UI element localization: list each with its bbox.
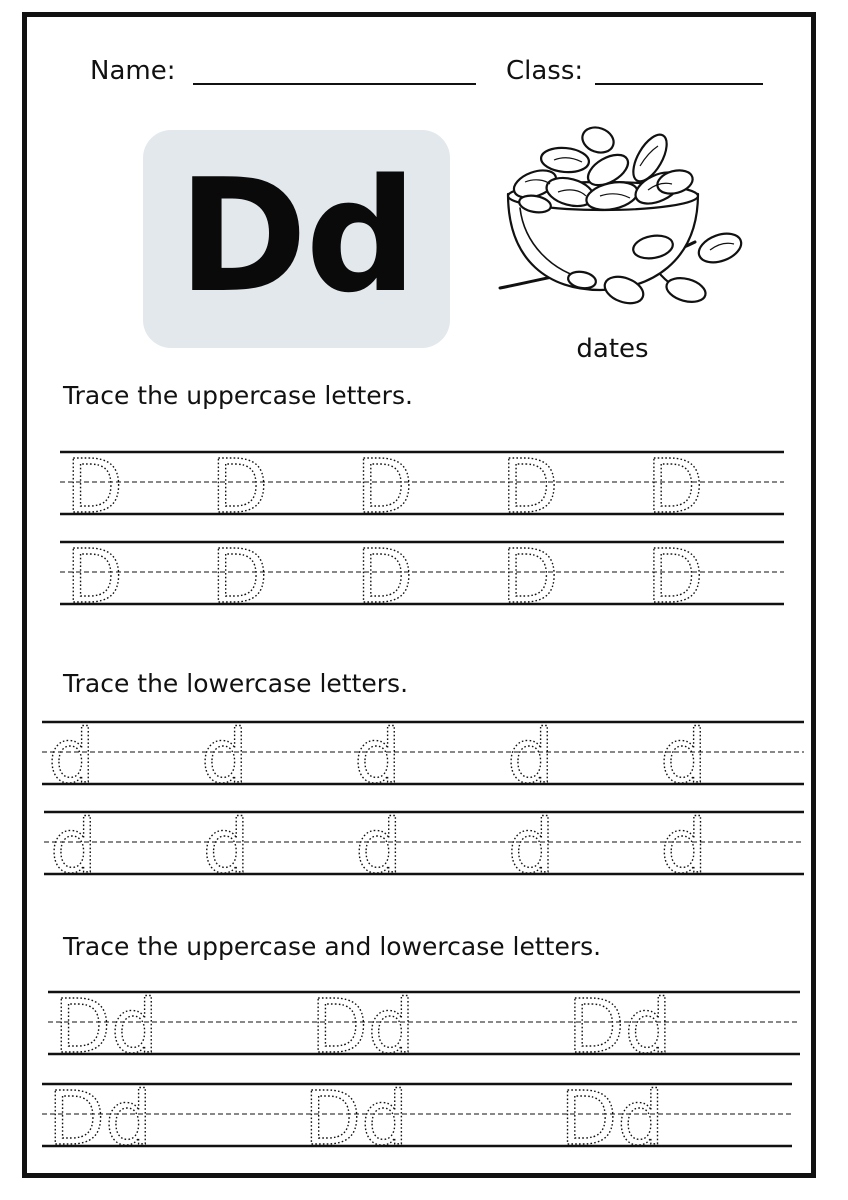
trace-glyph: d [200, 718, 248, 790]
name-write-line[interactable] [193, 83, 476, 85]
trace-lines [48, 988, 800, 1060]
trace-glyph: D [66, 448, 123, 520]
trace-glyph: d [659, 718, 707, 790]
name-label: Name: [90, 56, 176, 86]
trace-row[interactable] [60, 538, 784, 610]
trace-glyph: d [50, 808, 97, 880]
picture-caption: dates [576, 334, 649, 364]
instruction-lowercase: Trace the lowercase letters. [63, 669, 409, 698]
trace-glyph: d [507, 808, 555, 880]
trace-glyph: D [66, 538, 123, 610]
trace-glyph: D [501, 448, 559, 520]
trace-glyph: d [355, 808, 403, 880]
trace-glyph: Dd [310, 988, 415, 1060]
trace-row[interactable] [60, 448, 784, 520]
trace-lines [60, 448, 784, 520]
class-label: Class: [506, 56, 584, 86]
trace-glyph: D [501, 538, 559, 610]
trace-glyph: D [211, 538, 269, 610]
trace-glyph: Dd [54, 988, 158, 1060]
trace-lines [60, 538, 784, 610]
letter-card [143, 130, 450, 348]
trace-glyph: Dd [567, 988, 672, 1060]
trace-lines [42, 1080, 792, 1152]
trace-row[interactable] [42, 1080, 792, 1152]
instruction-mixed: Trace the uppercase and lowercase letters. [63, 932, 602, 961]
featured-letters: Dd [177, 145, 416, 327]
class-write-line[interactable] [595, 83, 763, 85]
trace-glyph: Dd [48, 1080, 152, 1152]
trace-glyph: d [202, 808, 250, 880]
trace-row[interactable] [48, 988, 800, 1060]
trace-glyph: D [356, 448, 414, 520]
trace-row[interactable] [44, 808, 804, 880]
instruction-uppercase: Trace the uppercase letters. [63, 381, 413, 410]
trace-row[interactable] [42, 718, 804, 790]
trace-glyph: Dd [560, 1080, 665, 1152]
trace-glyph: d [48, 718, 95, 790]
bowl-of-dates-icon [490, 112, 750, 312]
trace-glyph: d [660, 808, 708, 880]
trace-lines [42, 718, 804, 790]
trace-lines [44, 808, 804, 880]
trace-glyph: D [356, 538, 414, 610]
trace-glyph: Dd [304, 1080, 409, 1152]
trace-glyph: D [646, 538, 704, 610]
trace-glyph: d [506, 718, 554, 790]
trace-glyph: d [353, 718, 401, 790]
trace-glyph: D [211, 448, 269, 520]
trace-glyph: D [646, 448, 704, 520]
